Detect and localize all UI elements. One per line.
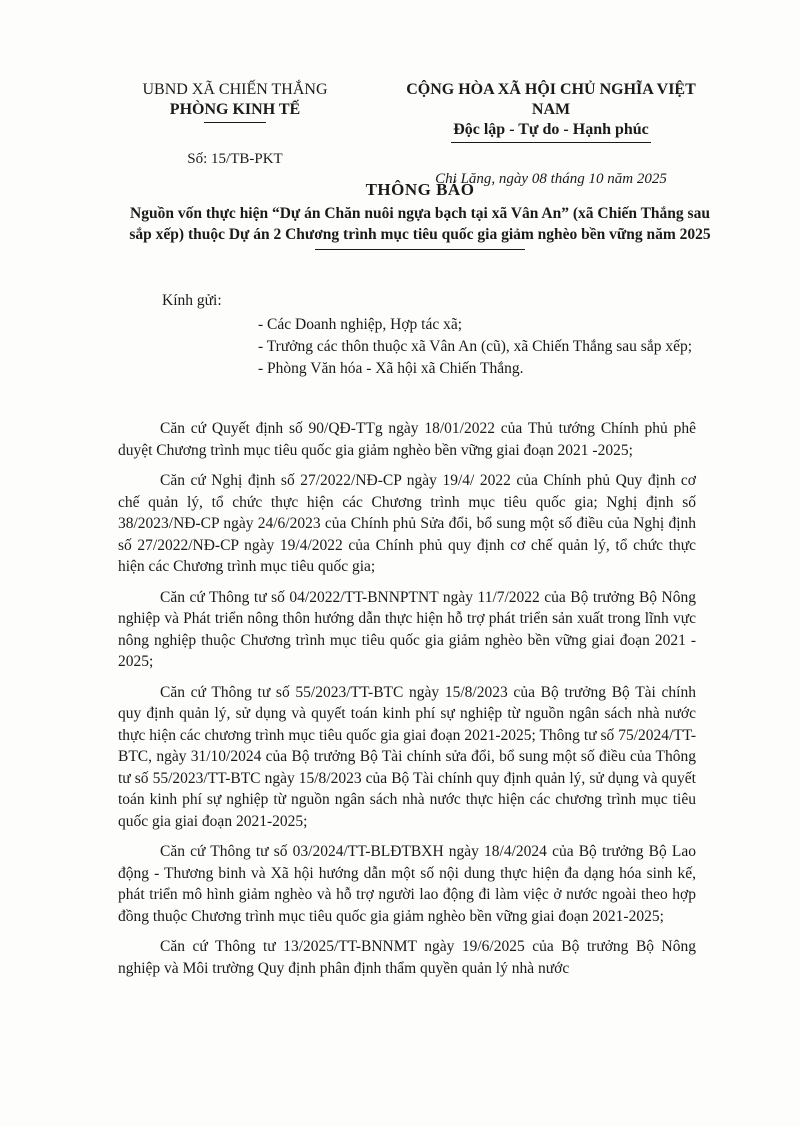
- issuing-department: PHÒNG KINH TẾ: [169, 101, 301, 118]
- body-paragraph: Căn cứ Thông tư số 03/2024/TT-BLĐTBXH ngày 18/4/2024 của Bộ trưởng Bộ Lao động - Thương binh và Xã hội hướng dẫn một số nội dung thực hiện đa dạng hóa sinh kế, phát triển mô hình giảm nghèo và hỗ trợ người lao động đi làm việc ở nước ngoài theo hợp đồng thuộc Chương trình mục tiêu quốc gia giảm nghèo bền vững giai đoạn 2021-2025;: [118, 843, 696, 925]
- body-paragraph: Căn cứ Thông tư số 55/2023/TT-BTC ngày 15/8/2023 của Bộ trưởng Bộ Tài chính quy định quản lý, sử dụng và quyết toán kinh phí sự nghiệp từ nguồn ngân sách nhà nước thực hiện các chương trình mục tiêu quốc gia giai đoạn 2021-2025; Thông tư số 75/2024/TT-BTC, ngày 31/10/2024 của Bộ trưởng Bộ Tài chính sửa đổi, bổ sung một số điều của Thông tư số 55/2023/TT-BTC ngày 15/8/2023 của Bộ Tài chính quy định quản lý, sử dụng và quyết toán kinh phí sự nghiệp từ nguồn ngân sách nhà nước thực hiện các chương trình mục tiêu quốc gia giai đoạn 2021-2025;: [118, 683, 696, 830]
- subtitle-underline: [315, 249, 525, 250]
- issuing-organization: UBND XÃ CHIẾN THẮNG: [142, 81, 328, 98]
- nation-name: CỘNG HÒA XÃ HỘI CHỦ NGHĨA VIỆT NAM: [406, 81, 696, 118]
- national-header-block: [392, 80, 710, 189]
- document-subtitle: Nguồn vốn thực hiện “Dự án Chăn nuôi ngựa bạch tại xã Vân An” (xã Chiến Thắng sau sắp xếp) thuộc Dự án 2 Chương trình mục tiêu quốc gia giảm nghèo bền vững năm 2025: [129, 205, 711, 243]
- national-motto: Độc lập - Tự do - Hạnh phúc: [453, 121, 649, 138]
- recipient-item: - Các Doanh nghiệp, Hợp tác xã;: [258, 316, 463, 333]
- issuing-authority-block: [120, 80, 350, 169]
- document-subtitle-block: [120, 203, 720, 250]
- document-body: [118, 418, 696, 988]
- body-paragraph: Căn cứ Nghị định số 27/2022/NĐ-CP ngày 19/4/ 2022 của Chính phủ Quy định cơ chế quản lý, tổ chức thực hiện các Chương trình mục tiêu quốc gia; Nghị định số 38/2023/NĐ-CP ngày 24/6/2023 của Chính phủ Sửa đổi, bổ sung một số điều của Nghị định số 27/2022/NĐ-CP ngày 19/4/2022 của Chính phủ quy định cơ chế quản lý, tổ chức thực hiện các Chương trình mục tiêu quốc gia;: [118, 472, 696, 575]
- recipients-block: [162, 290, 722, 380]
- document-title: THÔNG BÁO: [365, 180, 475, 199]
- recipients-list: [162, 314, 722, 380]
- recipients-label: Kính gửi:: [162, 292, 222, 309]
- recipient-item: - Phòng Văn hóa - Xã hội xã Chiến Thắng.: [258, 360, 524, 377]
- body-paragraph: Căn cứ Quyết định số 90/QĐ-TTg ngày 18/01/2022 của Thủ tướng Chính phủ phê duyệt Chương trình mục tiêu quốc gia giảm nghèo bền vững giai đoạn 2021 -2025;: [118, 420, 696, 459]
- document-number: Số: 15/TB-PKT: [187, 151, 283, 167]
- body-paragraph: Căn cứ Thông tư 13/2025/TT-BNNMT ngày 19/6/2025 của Bộ trưởng Bộ Nông nghiệp và Môi trường Quy định phân định thẩm quyền quản lý nhà nước: [118, 938, 696, 977]
- body-paragraph: Căn cứ Thông tư số 04/2022/TT-BNNPTNT ngày 11/7/2022 của Bộ trưởng Bộ Nông nghiệp và Phát triển nông thôn hướng dẫn thực hiện hỗ trợ phát triển sản xuất trong lĩnh vực nông nghiệp thuộc Chương trình mục tiêu quốc gia giảm nghèo bền vững giai đoạn 2021 - 2025;: [118, 588, 696, 670]
- header-right-underline: [451, 142, 651, 143]
- place-and-date: Chi Lăng, ngày 08 tháng 10 năm 2025: [435, 171, 667, 187]
- header-left-underline: [204, 122, 266, 123]
- recipient-item: - Trưởng các thôn thuộc xã Vân An (cũ), xã Chiến Thắng sau sắp xếp;: [258, 338, 693, 355]
